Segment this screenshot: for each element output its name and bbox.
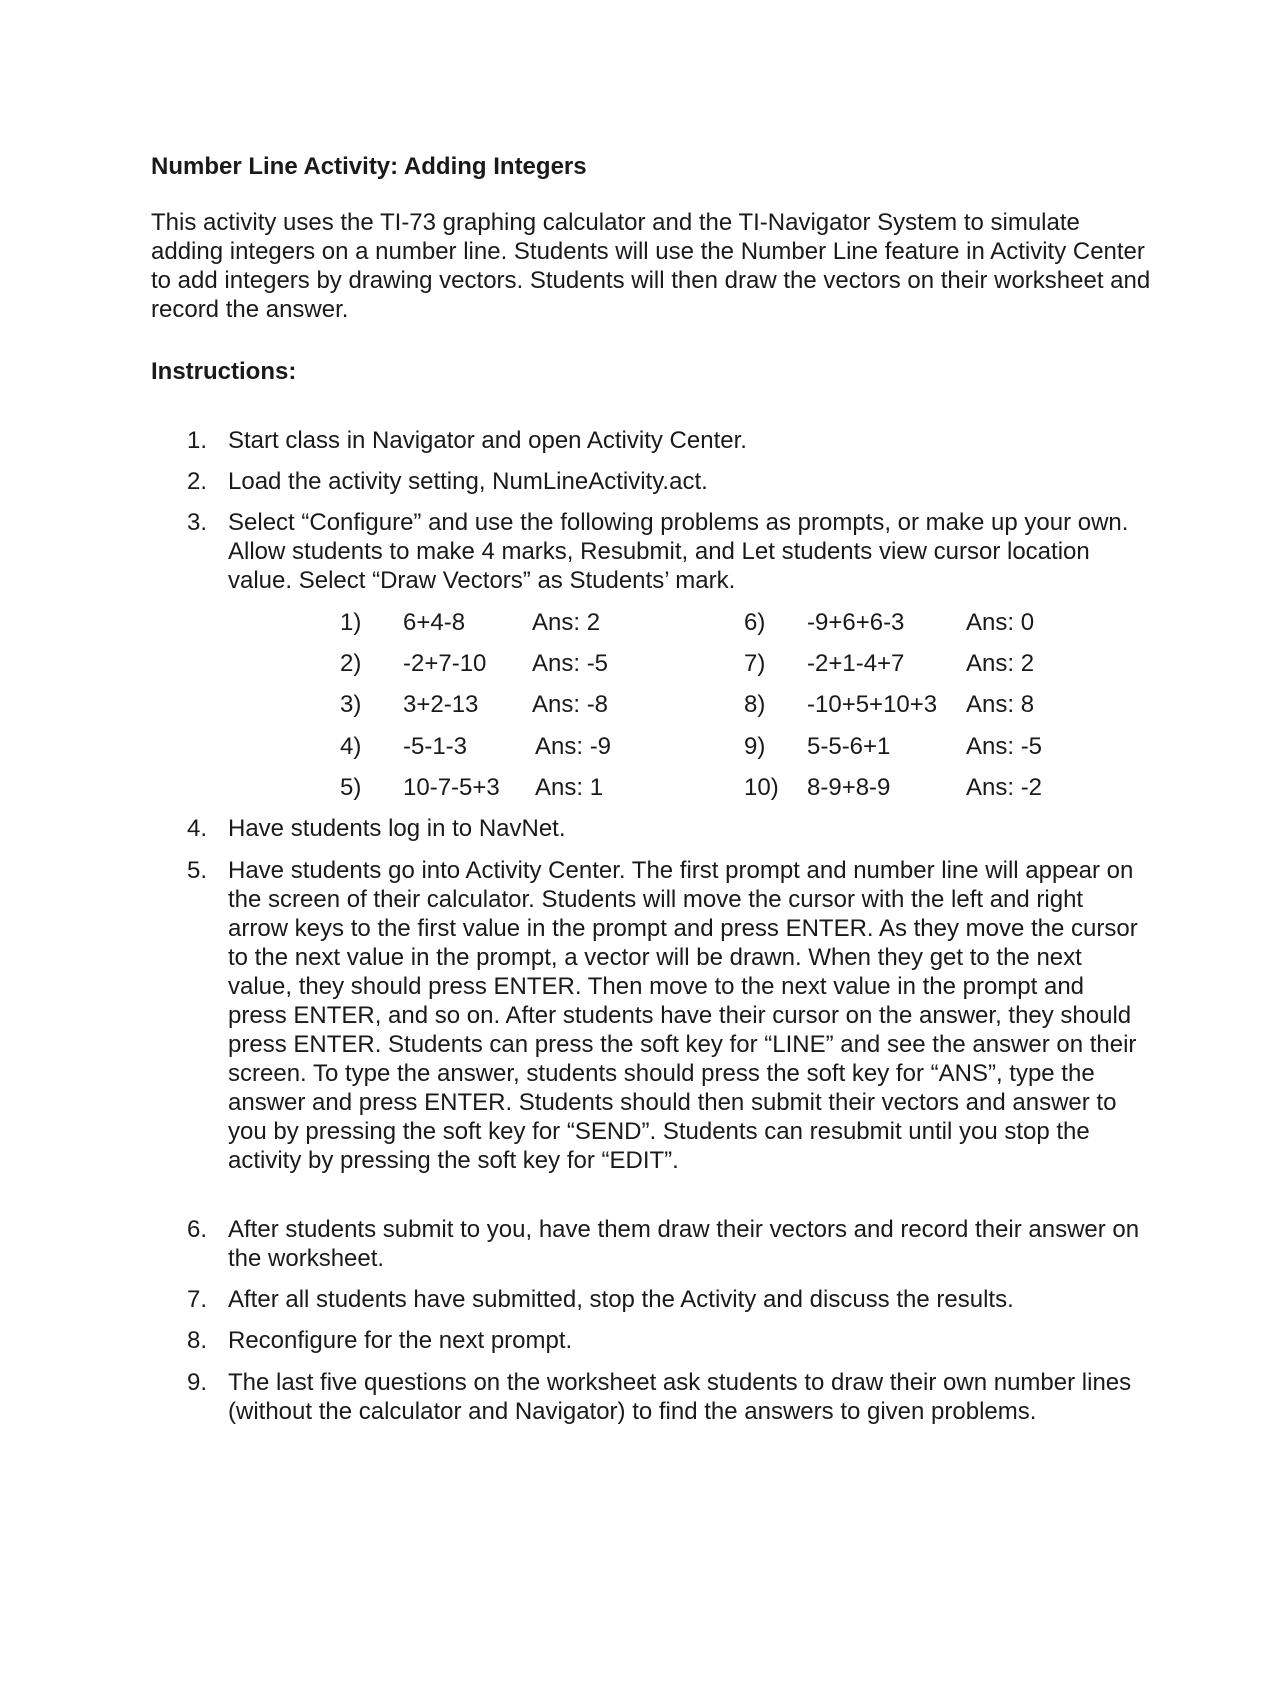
problem-answer: Ans: -5 — [966, 733, 1043, 760]
step-text: Have students log in to NavNet. — [228, 815, 566, 842]
problem-number: 5) — [340, 774, 362, 801]
problem-expression: -5-1-3 — [403, 733, 468, 760]
step-text: Load the activity setting, NumLineActivity.act. — [228, 468, 708, 495]
problem-expression: -10+5+10+3 — [807, 691, 938, 718]
problem-expression: 8-9+8-9 — [807, 774, 891, 801]
step-number: 3. — [187, 509, 208, 536]
problem-answer: Ans: 2 — [966, 650, 1035, 677]
problem-answer: Ans: 2 — [532, 609, 601, 636]
problem-answer: Ans: -2 — [966, 774, 1043, 801]
problem-expression: 3+2-13 — [403, 691, 479, 718]
problem-number: 8) — [744, 691, 766, 718]
problem-answer: Ans: -8 — [532, 691, 609, 718]
step-text: Start class in Navigator and open Activity Center. — [228, 427, 747, 454]
problem-answer: Ans: 8 — [966, 691, 1035, 718]
step-text: The last five questions on the worksheet ask students to draw their own number lines (without the calculator and Navigator) to find the answers to given problems. — [228, 1369, 1132, 1425]
problem-number: 4) — [340, 733, 362, 760]
step-text: Select “Configure” and use the following problems as prompts, or make up your own. Allow students to make 4 marks, Resubmit, and Let students view cursor location value. Select “Draw Vectors” as Students’ mark. — [228, 509, 1129, 594]
problem-answer: Ans: -5 — [532, 650, 609, 677]
problem-expression: 10-7-5+3 — [403, 774, 500, 801]
problem-number: 7) — [744, 650, 766, 677]
problem-expression: -2+1-4+7 — [807, 650, 905, 677]
problem-number: 1) — [340, 609, 362, 636]
step-text: Have students go into Activity Center. The first prompt and number line will appear on the screen of their calculator. Students will move the cursor with the left and right arrow keys to the first value in the prompt and press ENTER. As they move the cursor to the next value in the prompt, a vector will be drawn. When they get to the next value, they should press ENTER. Then move to the next value in the prompt and press ENTER, and so on. After students have their cursor on the answer, they should press ENTER. Students can press the soft key for “LINE” and see the answer on their screen. To type the answer, students should press the soft key for “ANS”, type the answer and press ENTER. Students should then submit their vectors and answer to you by pressing the soft key for “SEND”. Students can resubmit until you stop the activity by pressing the soft key for “EDIT”. — [228, 857, 1138, 1174]
problem-number: 6) — [744, 609, 766, 636]
document-title: Number Line Activity: Adding Integers — [151, 153, 587, 180]
step-number: 7. — [187, 1286, 208, 1313]
step-number: 5. — [187, 857, 208, 884]
step-text: After all students have submitted, stop the Activity and discuss the results. — [228, 1286, 1014, 1313]
problem-number: 9) — [744, 733, 766, 760]
intro-paragraph: This activity uses the TI-73 graphing calculator and the TI-Navigator System to simulate adding integers on a number line. Students will use the Number Line feature in Activity Center to add integers by drawing vectors. Students will then draw the vectors on their worksheet and record the answer. — [151, 209, 1151, 323]
step-number: 4. — [187, 815, 208, 842]
problem-expression: 6+4-8 — [403, 609, 466, 636]
problem-expression: -2+7-10 — [403, 650, 487, 677]
problem-expression: 5-5-6+1 — [807, 733, 891, 760]
step-number: 9. — [187, 1369, 208, 1396]
problem-number: 3) — [340, 691, 362, 718]
step-number: 1. — [187, 427, 208, 454]
step-number: 2. — [187, 468, 208, 495]
problem-expression: -9+6+6-3 — [807, 609, 905, 636]
problem-answer: Ans: 1 — [535, 774, 604, 801]
problem-number: 2) — [340, 650, 362, 677]
step-number: 6. — [187, 1216, 208, 1243]
problem-answer: Ans: 0 — [966, 609, 1035, 636]
problem-number: 10) — [744, 774, 779, 801]
step-number: 8. — [187, 1327, 208, 1354]
instructions-heading: Instructions: — [151, 358, 297, 385]
step-text: Reconfigure for the next prompt. — [228, 1327, 573, 1354]
step-text: After students submit to you, have them draw their vectors and record their answer on the worksheet. — [228, 1216, 1140, 1272]
problem-answer: Ans: -9 — [535, 733, 612, 760]
